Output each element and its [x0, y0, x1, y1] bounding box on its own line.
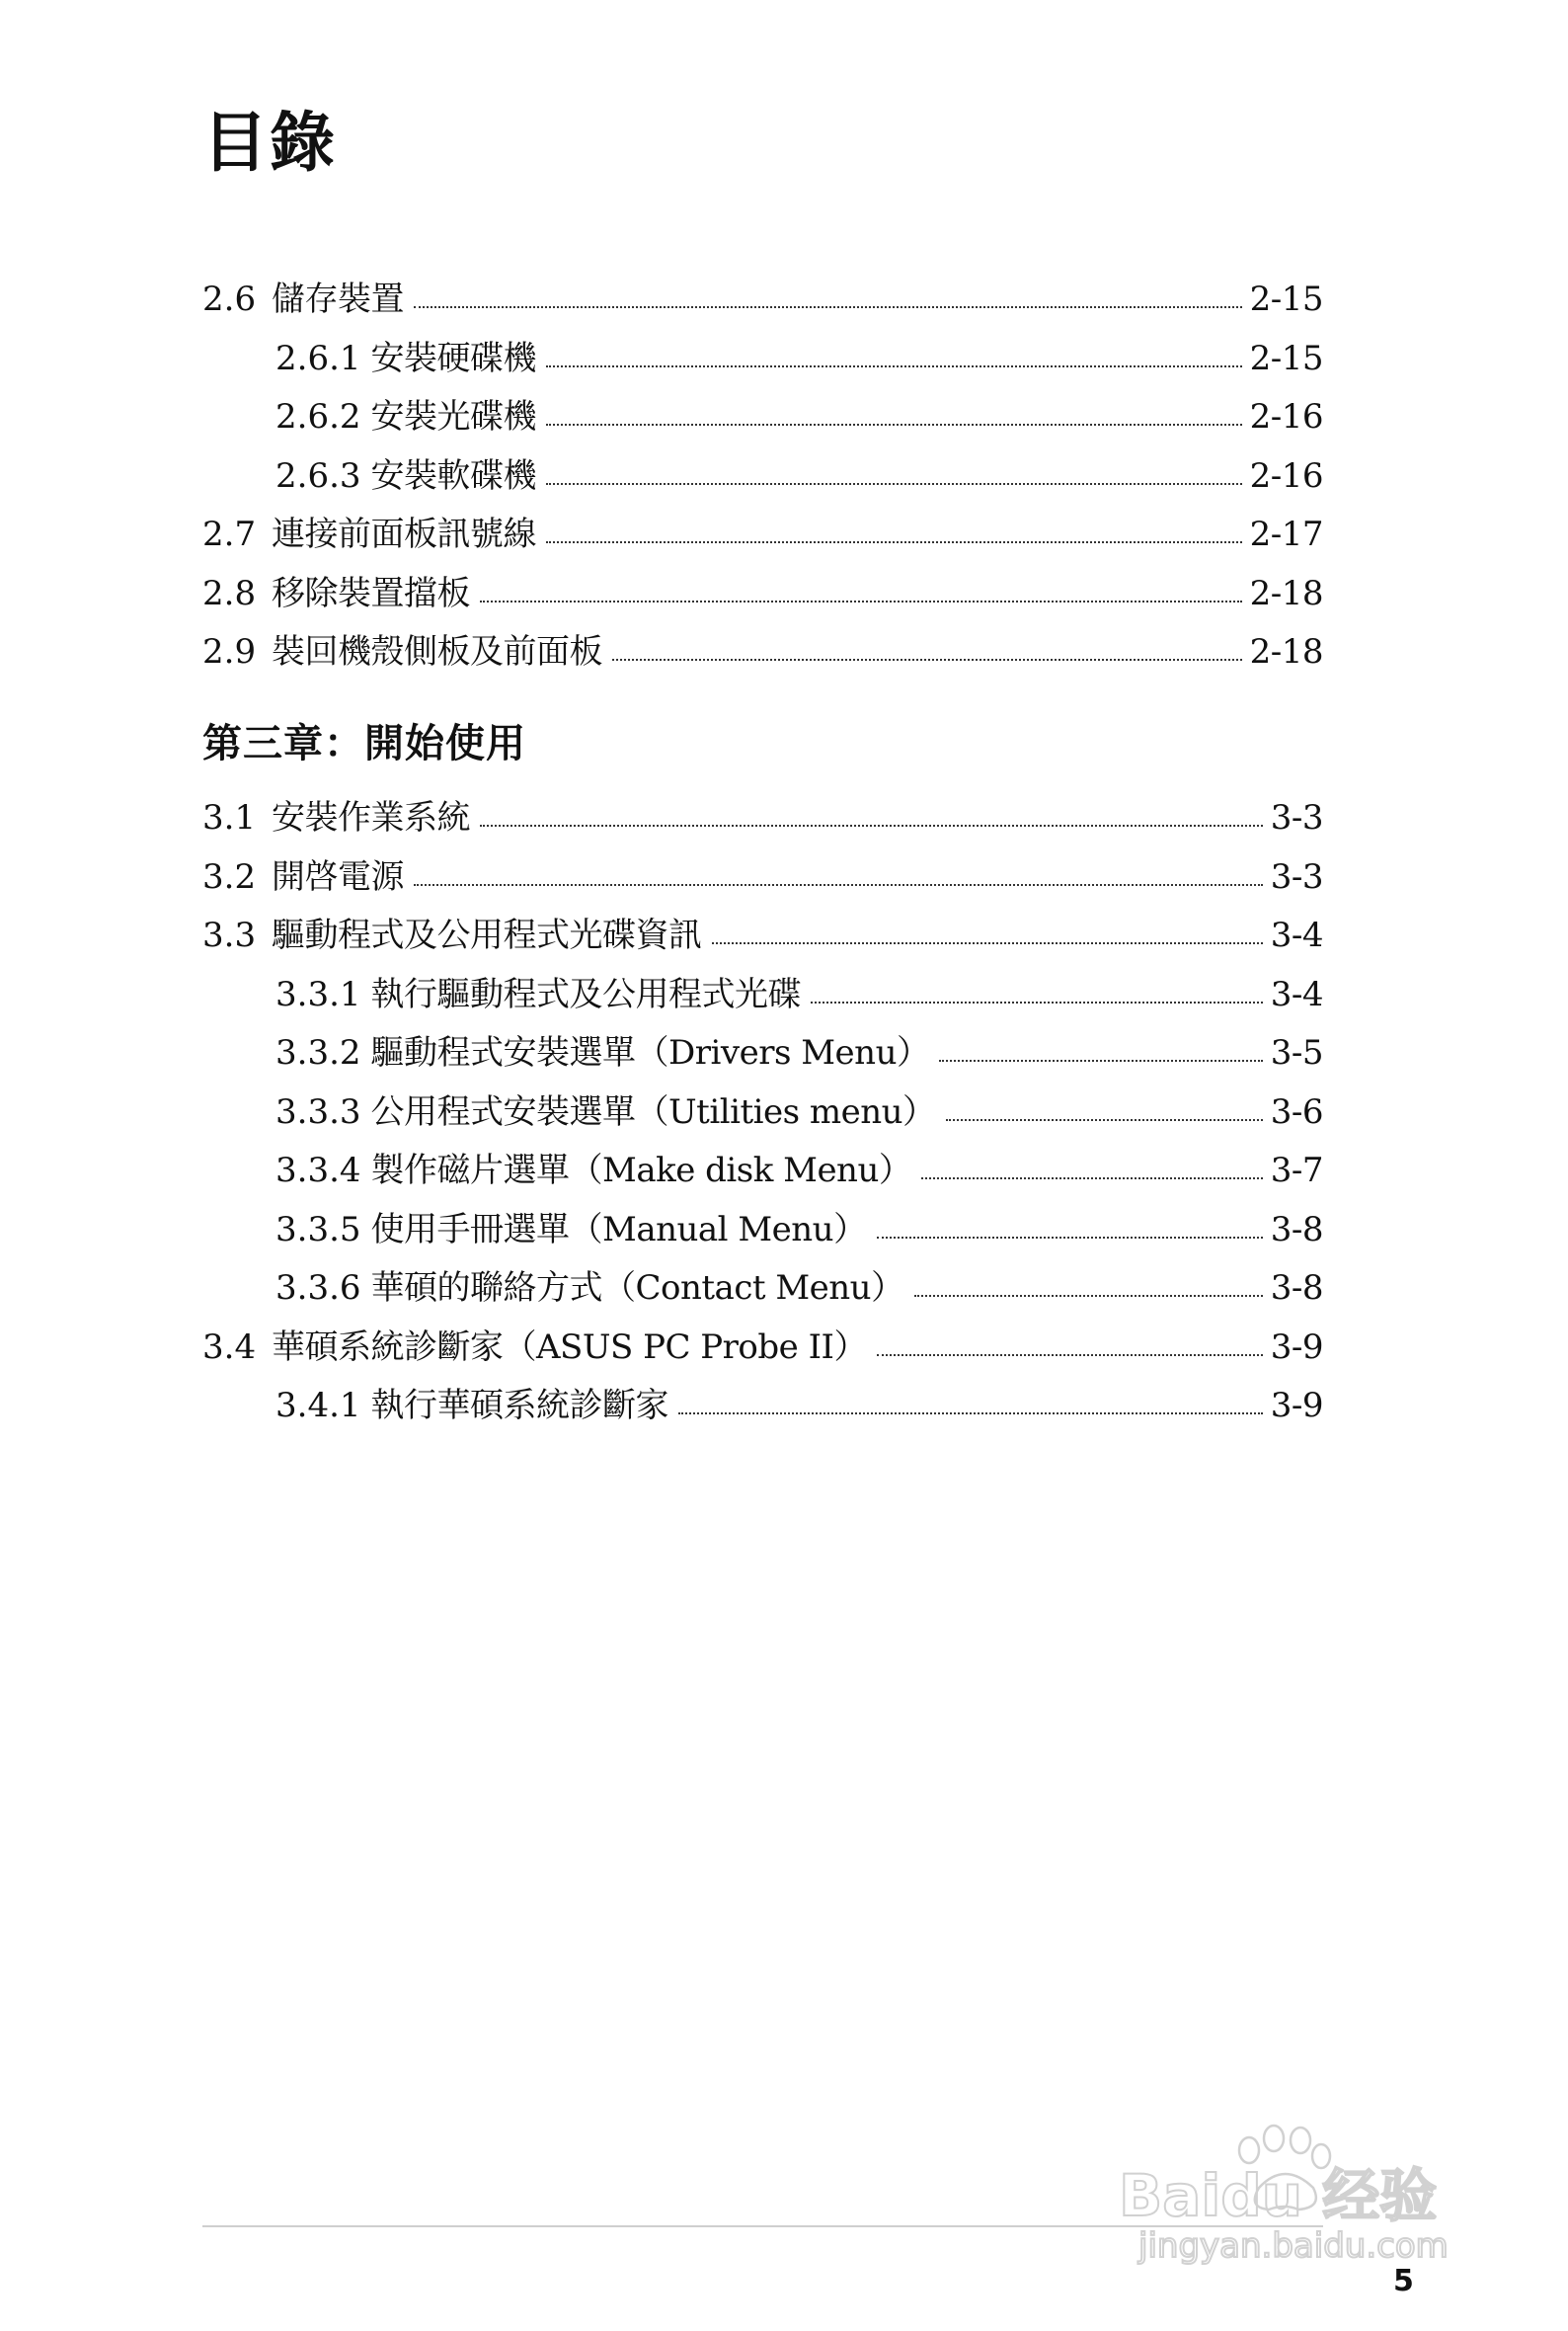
- toc-entry[interactable]: [202, 1326, 1323, 1390]
- toc-entry-title: 執行驅動程式及公用程式光碟: [370, 974, 802, 1014]
- toc-entry[interactable]: [202, 916, 1323, 978]
- toc-entry-page: 3-4: [1270, 916, 1323, 955]
- watermark-url: jingyan.baidu.com: [1138, 2226, 1449, 2266]
- toc-entry-page: 3-9: [1270, 1326, 1323, 1367]
- toc-entry-page: 2-18: [1249, 632, 1323, 672]
- dot-leader: [414, 884, 1263, 886]
- toc-entry-title: 製作磁片選單（Make disk Menu）: [370, 1151, 912, 1190]
- toc-entry-page: 3-3: [1270, 798, 1323, 838]
- toc-entry-title: 安裝作業系統: [272, 798, 470, 838]
- toc-entry[interactable]: [202, 573, 1323, 636]
- toc-entry-number: 2.6.2: [275, 397, 361, 437]
- dot-leader: [914, 1295, 1263, 1297]
- toc-entry-number: 3.4.1: [275, 1386, 361, 1425]
- dot-leader: [546, 365, 1242, 367]
- toc-entry[interactable]: [202, 1386, 1323, 1448]
- toc-entry-number: 3.3.6: [275, 1268, 361, 1308]
- dot-leader: [921, 1177, 1262, 1179]
- page-title: 目錄: [202, 105, 337, 181]
- toc-entry[interactable]: [202, 1268, 1323, 1330]
- dot-leader: [480, 601, 1242, 603]
- toc-entry-title: 華碩系統診斷家（ASUS PC Probe II）: [272, 1326, 867, 1367]
- toc-entry[interactable]: [202, 1033, 1323, 1095]
- toc-entry-page: 3-8: [1270, 1209, 1323, 1249]
- toc-entry-page: 3-9: [1270, 1386, 1323, 1425]
- toc-entry-page: 2-16: [1249, 455, 1323, 496]
- toc-entry-page: 2-15: [1249, 280, 1323, 319]
- toc-entry-page: 3-8: [1270, 1268, 1323, 1308]
- toc-entry[interactable]: [202, 338, 1323, 401]
- toc-entry-number: 3.3: [202, 916, 257, 955]
- toc-entry[interactable]: [202, 1209, 1323, 1272]
- toc-entry-title: 公用程式安裝選單（Utilities menu）: [370, 1091, 936, 1132]
- dot-leader: [939, 1060, 1262, 1062]
- toc-entry-title: 使用手冊選單（Manual Menu）: [370, 1209, 867, 1249]
- toc-entry-title: 安裝軟碟機: [370, 455, 537, 496]
- toc-entry[interactable]: [202, 1091, 1323, 1155]
- toc-entry-number: 3.2: [202, 856, 257, 897]
- toc-entry-title: 驅動程式安裝選單（Drivers Menu）: [370, 1033, 930, 1073]
- footer-rule: [202, 2225, 1323, 2227]
- toc-entry[interactable]: [202, 798, 1323, 860]
- toc-entry[interactable]: [202, 397, 1323, 459]
- toc-entry-number: 2.9: [202, 632, 257, 672]
- toc-entry-page: 2-18: [1249, 573, 1323, 613]
- toc-entry-page: 3-3: [1270, 856, 1323, 897]
- dot-leader: [946, 1119, 1263, 1121]
- toc-entry-number: 3.4: [202, 1326, 257, 1367]
- toc-entry-number: 2.6.3: [275, 455, 361, 496]
- toc-entry-number: 2.6: [202, 280, 257, 319]
- toc-entry[interactable]: [202, 974, 1323, 1037]
- dot-leader: [877, 1237, 1263, 1239]
- toc-entry-title: 儲存裝置: [272, 280, 404, 319]
- dot-leader: [612, 659, 1242, 661]
- toc-entry[interactable]: [202, 515, 1323, 577]
- paw-icon: [1111, 2109, 1486, 2267]
- toc-entry-number: 2.8: [202, 573, 257, 613]
- toc-entry-page: 3-4: [1270, 974, 1323, 1014]
- toc-entry[interactable]: [202, 1151, 1323, 1213]
- toc-entry-title: 華碩的聯絡方式（Contact Menu）: [370, 1268, 904, 1308]
- toc-entry-title: 連接前面板訊號線: [272, 515, 536, 554]
- dot-leader: [678, 1412, 1263, 1414]
- toc-entry[interactable]: [202, 282, 1323, 342]
- toc-entry-title: 裝回機殼側板及前面板: [272, 632, 602, 672]
- toc-entry-title: 安裝硬碟機: [370, 338, 537, 378]
- baidu-watermark: [1111, 2109, 1486, 2267]
- dot-leader: [546, 483, 1242, 485]
- toc-entry[interactable]: [202, 632, 1323, 694]
- dot-leader: [712, 942, 1263, 944]
- toc-entry-number: 3.3.4: [275, 1151, 361, 1190]
- toc-entry-page: 3-6: [1270, 1091, 1323, 1132]
- toc-entry-title: 移除裝置擋板: [272, 573, 470, 613]
- toc-entry-page: 2-16: [1249, 397, 1323, 437]
- toc-entry-number: 3.1: [202, 798, 257, 838]
- toc-entry-title: 開啓電源: [272, 856, 404, 897]
- dot-leader: [546, 424, 1242, 426]
- toc-entry-number: 2.7: [202, 515, 257, 554]
- toc-entry-page: 3-5: [1270, 1033, 1323, 1073]
- chapter-heading: 第三章：開始使用: [202, 721, 526, 766]
- dot-leader: [480, 825, 1263, 827]
- toc-entry[interactable]: [202, 856, 1323, 920]
- toc-entry-number: 2.6.1: [275, 338, 361, 378]
- toc-entry-number: 3.3.1: [275, 974, 361, 1014]
- watermark-brand: Baidu 经验: [1119, 2162, 1438, 2229]
- toc-section-chapter3: [202, 798, 1323, 1448]
- toc-entry-page: 2-17: [1249, 515, 1323, 554]
- dot-leader: [414, 306, 1242, 308]
- toc-entry-page: 2-15: [1249, 338, 1323, 378]
- toc-entry-number: 3.3.5: [275, 1209, 361, 1249]
- toc-entry[interactable]: [202, 455, 1323, 519]
- dot-leader: [877, 1354, 1263, 1356]
- toc-entry-title: 執行華碩系統診斷家: [370, 1386, 669, 1425]
- dot-leader: [811, 1002, 1263, 1004]
- toc-entry-number: 3.3.2: [275, 1033, 361, 1073]
- toc-entry-title: 安裝光碟機: [370, 397, 537, 437]
- toc-section-chapter2: [202, 282, 1323, 694]
- dot-leader: [546, 541, 1242, 543]
- toc-entry-number: 3.3.3: [275, 1091, 361, 1132]
- toc-entry-title: 驅動程式及公用程式光碟資訊: [272, 916, 702, 955]
- page-number: 5: [1393, 2264, 1414, 2298]
- toc-entry-page: 3-7: [1270, 1151, 1323, 1190]
